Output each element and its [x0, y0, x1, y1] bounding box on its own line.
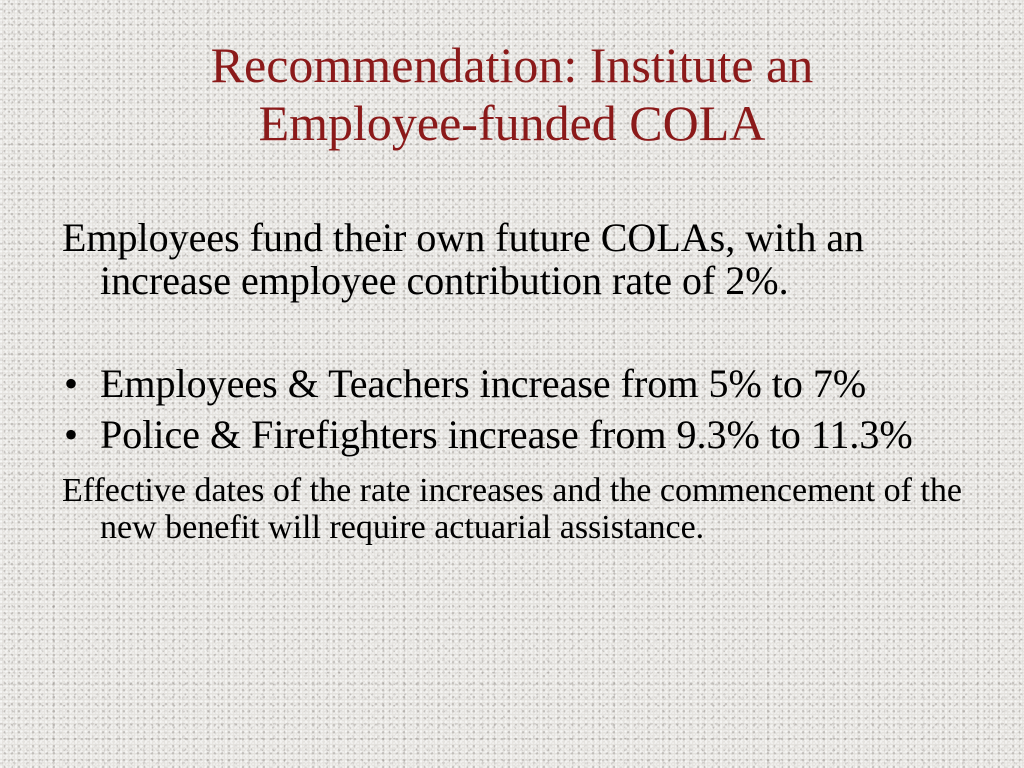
bullet-icon: • [64, 361, 79, 406]
bullet-text: Police & Firefighters increase from 9.3% to 11.3% [100, 412, 913, 457]
slide-title-line-2: Employee-funded COLA [258, 95, 766, 151]
slide-title [40, 36, 984, 152]
intro-paragraph: Employees fund their own future COLAs, with an increase employee contribution rate of 2%. [62, 215, 865, 303]
bullet-icon: • [64, 412, 79, 457]
bullet-item-employees-teachers [62, 362, 992, 405]
bullet-text: Employees & Teachers increase from 5% to 7% [100, 361, 867, 406]
bullet-list [62, 362, 992, 456]
bullet-item-police-firefighters [62, 413, 992, 456]
slide-title-line-1: Recommendation: Institute an [210, 37, 814, 93]
closing-paragraph: Effective dates of the rate increases and the commencement of the new benefit will require actuarial assistance. [62, 472, 962, 546]
slide-body [62, 216, 992, 546]
